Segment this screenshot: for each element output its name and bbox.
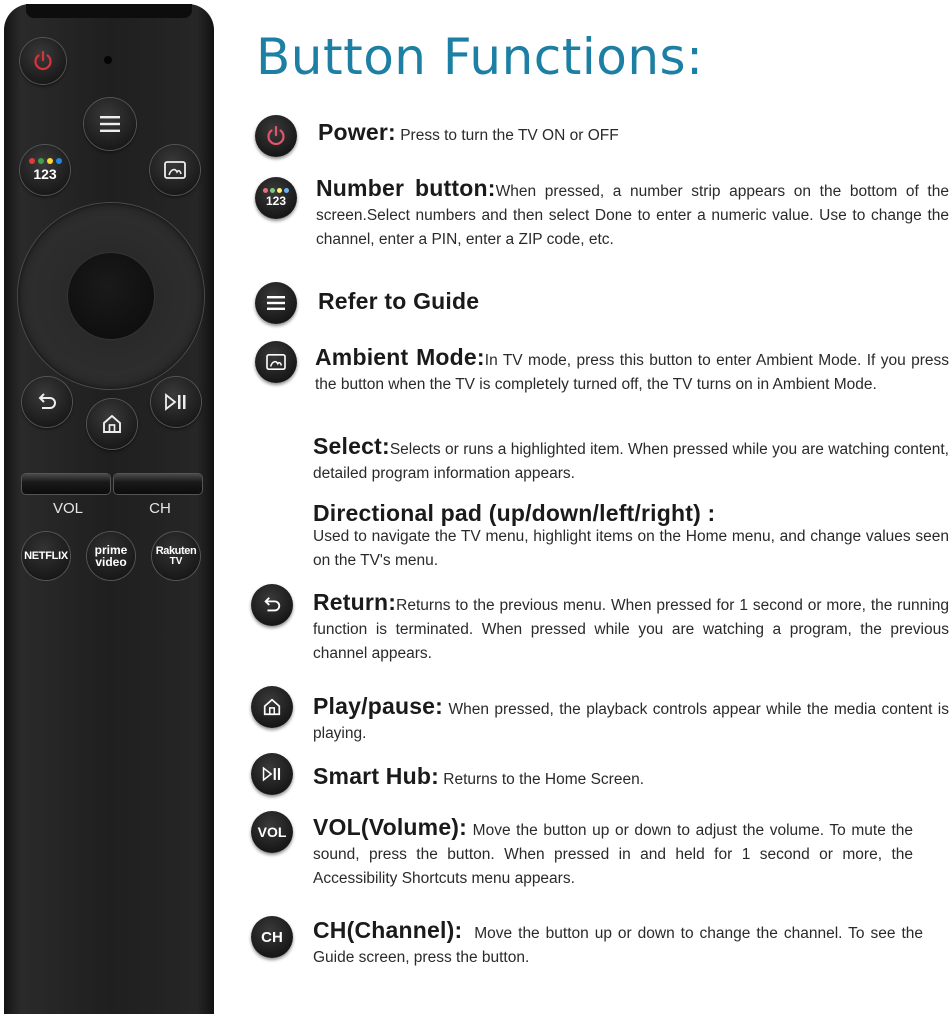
entry-heading: Ambient Mode:: [315, 344, 485, 370]
rakuten-logo-line1: Rakuten: [155, 544, 197, 557]
entry-heading: VOL(Volume):: [313, 814, 468, 840]
remote-power-button[interactable]: [20, 38, 66, 84]
entry-heading: Smart Hub:: [313, 763, 439, 789]
ch-icon-label: CH: [261, 928, 283, 946]
remote-prime-video-button[interactable]: [87, 532, 135, 580]
remote-menu-button[interactable]: [84, 98, 136, 150]
power-icon: [31, 49, 55, 73]
legend-play-pause-icon: [251, 753, 293, 795]
remote-ambient-button[interactable]: [150, 145, 200, 195]
color-dots-icon: [263, 188, 289, 193]
legend-vol-icon: [251, 811, 293, 853]
remote-rakuten-tv-button[interactable]: [152, 532, 200, 580]
prime-logo-line1: prime: [94, 543, 128, 557]
entry-ambient-mode: [315, 345, 949, 397]
remote-vol-label: VOL: [52, 500, 83, 517]
vol-icon-label: VOL: [257, 824, 287, 840]
entry-power: [318, 120, 951, 148]
entry-description: When pressed, a number strip appears on the bottom of the screen.Select numbers and then select Done to enter a numeric value. Use to change the channel, enter a PIN, enter a ZIP code, etc.: [316, 183, 949, 248]
remote-ch-rocker[interactable]: [114, 474, 202, 494]
entry-heading: Directional pad (up/down/left/right) :: [313, 500, 716, 526]
legend-power-icon: [255, 115, 297, 157]
ambient-mode-icon: [163, 160, 187, 180]
entry-description: Move the button up or down to adjust the volume. To mute the sound, press the button. When pressed in and held for 1 second or more, the Accessibility Shortcuts menu appears.: [313, 822, 913, 887]
entry-description: When pressed, the playback controls appear while the media content is playing.: [313, 701, 949, 742]
remote-netflix-button[interactable]: [22, 532, 70, 580]
legend-home-icon: [251, 686, 293, 728]
legend-ch-icon: [251, 916, 293, 958]
entry-description: Returns to the previous menu. When pressed for 1 second or more, the running function is terminated. When pressed while you are watching a program, the previous channel appears.: [313, 597, 949, 662]
legend-return-icon: [251, 584, 293, 626]
legend-menu-icon: [255, 282, 297, 324]
entry-guide: [318, 289, 951, 317]
color-dots-icon: [29, 158, 62, 164]
entry-heading: Refer to Guide: [318, 288, 480, 314]
page-title: Button Functions:: [256, 28, 704, 86]
return-icon: [35, 391, 59, 413]
remote-return-button[interactable]: [22, 377, 72, 427]
entry-heading: Play/pause:: [313, 693, 444, 719]
legend-number-pad-icon: [255, 177, 297, 219]
remote-number-button[interactable]: [20, 145, 70, 195]
entry-heading: Power:: [318, 119, 396, 145]
entry-directional-pad: [313, 501, 949, 573]
entry-play-pause: [313, 694, 949, 746]
entry-description: Used to navigate the TV menu, highlight items on the Home menu, and change values seen on the TV's menu.: [313, 528, 949, 569]
remote-top-edge: [26, 4, 192, 18]
remote-play-pause-button[interactable]: [151, 377, 201, 427]
menu-icon: [98, 114, 122, 134]
number-pad-icon-label: 123: [265, 194, 287, 208]
legend-ambient-mode-icon: [255, 341, 297, 383]
entry-volume: [313, 815, 913, 891]
remote-vol-rocker[interactable]: [22, 474, 110, 494]
entry-heading: Return:: [313, 589, 397, 615]
remote-ch-label: CH: [149, 500, 171, 517]
entry-description: In TV mode, press this button to enter Ambient Mode. If you press the button when the TV is completely turned off, the TV turns on in Ambient Mode.: [315, 352, 949, 393]
keypad-label: 123: [33, 166, 57, 182]
entry-heading: Select:: [313, 433, 390, 459]
home-icon: [101, 413, 123, 435]
entry-heading: CH(Channel):: [313, 917, 463, 943]
entry-description: Press to turn the TV ON or OFF: [395, 127, 619, 144]
netflix-logo: NETFLIX: [24, 549, 68, 562]
remote-indicator-led: [104, 56, 112, 64]
entry-return: [313, 590, 949, 666]
entry-select: [313, 434, 949, 486]
entry-smart-hub: [313, 764, 949, 792]
entry-channel: [313, 917, 928, 970]
remote-home-button[interactable]: [87, 399, 137, 449]
entry-heading: Number button:: [316, 175, 496, 201]
prime-logo-line2: video: [95, 555, 127, 569]
play-pause-icon: [163, 392, 189, 412]
entry-description: Selects or runs a highlighted item. When pressed while you are watching content, detailed program information appears.: [313, 441, 949, 482]
remote-select-button[interactable]: [68, 253, 154, 339]
entry-description: Returns to the Home Screen.: [438, 771, 644, 788]
entry-number-button: [316, 176, 949, 252]
rakuten-logo-line2: TV: [169, 555, 183, 567]
entry-description: Move the button up or down to change the channel. To see the Guide screen, press the button.: [313, 925, 928, 966]
